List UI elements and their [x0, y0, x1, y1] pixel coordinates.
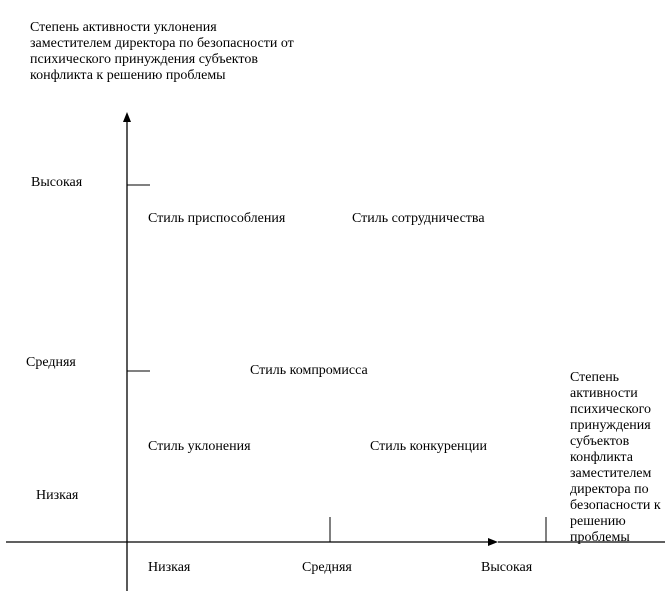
x-axis-arrowhead: [488, 538, 498, 546]
x-tick-label-high: Высокая: [481, 560, 533, 575]
style-avoidance: Стиль уклонения: [148, 439, 251, 454]
x-tick-label-low: Низкая: [148, 560, 191, 575]
style-compromise: Стиль компромисса: [250, 363, 368, 378]
y-tick-label-medium: Средняя: [26, 355, 76, 370]
y-tick-label-high: Высокая: [31, 175, 83, 190]
y-tick-label-low: Низкая: [36, 488, 79, 503]
style-collaboration: Стиль сотрудничества: [352, 211, 485, 226]
style-competition: Стиль конкуренции: [370, 439, 488, 454]
y-axis-title: Степень активности уклонения заместителем директора по безопасности от психического принуждения субъектов конфликта к решению проблемы: [30, 20, 294, 83]
x-axis-title: Степень активности психического принуждения субъектов конфликта заместителем директора по безопасности к решению проблемы: [570, 370, 661, 545]
x-tick-label-medium: Средняя: [302, 560, 352, 575]
style-accommodation: Стиль приспособления: [148, 211, 286, 226]
y-axis-arrowhead: [123, 112, 131, 122]
